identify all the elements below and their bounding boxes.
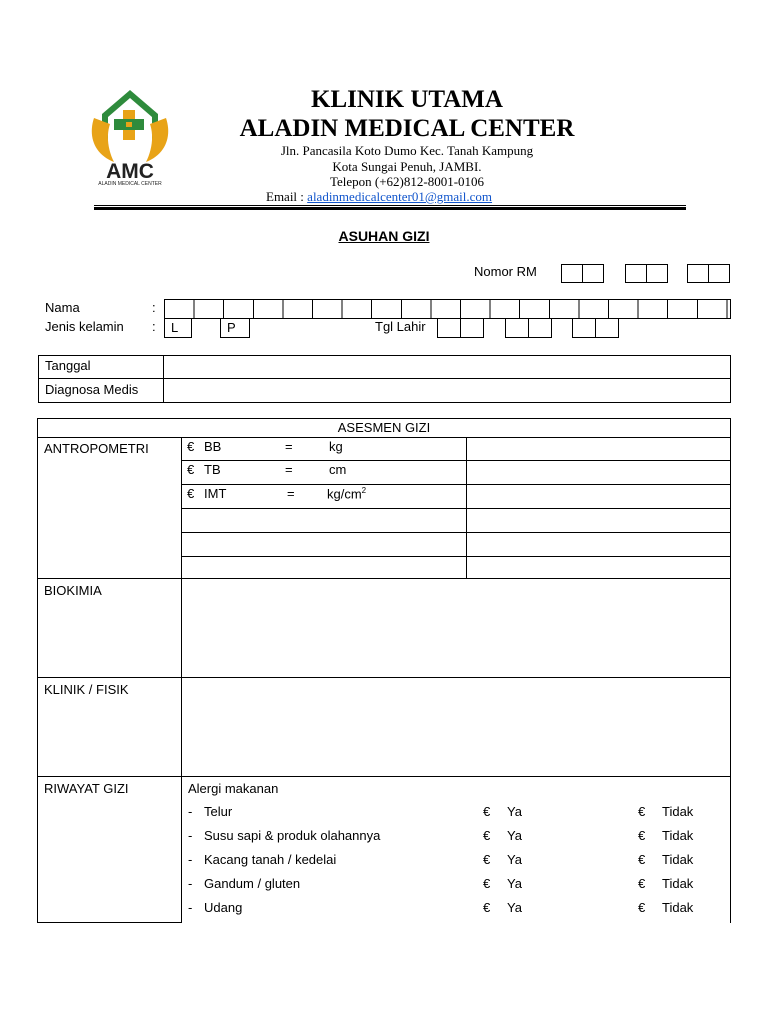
asesmen-header: ASESMEN GIZI (337, 420, 431, 435)
measure-unit-text: kg/cm (327, 486, 362, 502)
table-line (730, 418, 731, 923)
tgl-lahir-box[interactable] (595, 318, 619, 338)
nomor-rm-box[interactable] (561, 264, 583, 283)
diagnosa-label: Diagnosa Medis (45, 382, 139, 397)
measure-name: IMT (204, 486, 227, 501)
clinic-address-line1: Jln. Pancasila Koto Dumo Kec. Tanah Kampung (280, 143, 534, 158)
table-line (466, 437, 467, 579)
measure-name: BB (204, 439, 222, 454)
tidak-label: Tidak (662, 804, 694, 819)
nomor-rm-box[interactable] (708, 264, 730, 283)
biokimia-field[interactable] (183, 580, 729, 676)
measure-name: TB (204, 462, 221, 477)
allergy-name: Udang (204, 900, 243, 915)
measure-unit: cm (329, 462, 347, 477)
allergy-row (183, 804, 729, 826)
tgl-lahir-box[interactable] (572, 318, 596, 338)
clinic-phone: Telepon (+62)812-8001-0106 (329, 174, 485, 189)
tidak-label: Tidak (662, 828, 694, 843)
riwayat-gizi-label: RIWAYAT GIZI (44, 781, 129, 796)
email-label: Email : (266, 189, 308, 204)
biokimia-label: BIOKIMIA (44, 583, 102, 598)
ya-label: Ya (507, 852, 522, 867)
tidak-checkbox-icon[interactable]: € (638, 804, 646, 819)
gender-l-box[interactable] (164, 318, 192, 338)
gender-p-box[interactable] (220, 318, 250, 338)
measure-unit (327, 486, 366, 501)
header-rule-thick (94, 207, 686, 210)
ya-label: Ya (507, 900, 522, 915)
clinic-email-row (266, 189, 492, 205)
clinic-title-line2: ALADIN MEDICAL CENTER (239, 115, 575, 142)
allergy-dash: - (188, 900, 193, 915)
ya-label: Ya (507, 804, 522, 819)
measure-unit-sup: 2 (361, 486, 367, 495)
measure-eq: = (285, 439, 293, 454)
table-line (181, 484, 731, 485)
tidak-checkbox-icon[interactable]: € (638, 876, 646, 891)
allergy-dash: - (188, 876, 193, 891)
measure-row-imt[interactable] (183, 486, 463, 506)
nomor-rm-label: Nomor RM (474, 264, 537, 279)
ya-checkbox-icon[interactable]: € (483, 804, 491, 819)
gender-blank-box (191, 318, 221, 338)
table-line (37, 578, 731, 579)
table-line (181, 460, 731, 461)
checkbox-icon[interactable]: € (187, 462, 195, 477)
allergy-name: Kacang tanah / kedelai (204, 852, 337, 867)
clinic-address-line2: Kota Sungai Penuh, JAMBI. (332, 159, 482, 174)
table-line (37, 776, 731, 777)
allergy-name: Telur (204, 804, 233, 819)
logo-text: AMC (106, 160, 154, 183)
allergy-row (183, 876, 729, 898)
gender-p-label: P (227, 320, 236, 335)
tidak-label: Tidak (662, 900, 694, 915)
tidak-checkbox-icon[interactable]: € (638, 828, 646, 843)
klinik-fisik-label: KLINIK / FISIK (44, 682, 129, 697)
ya-checkbox-icon[interactable]: € (483, 852, 491, 867)
allergy-row (183, 852, 729, 874)
nomor-rm-box[interactable] (582, 264, 604, 283)
email-link[interactable]: aladinmedicalcenter01@gmail.com (307, 189, 493, 204)
table-line (37, 437, 731, 438)
measure-unit: kg (329, 439, 343, 454)
ya-checkbox-icon[interactable]: € (483, 828, 491, 843)
diagnosa-field[interactable] (165, 380, 729, 402)
tidak-label: Tidak (662, 852, 694, 867)
nomor-rm-box[interactable] (687, 264, 709, 283)
table-line (37, 922, 182, 923)
measure-eq: = (287, 486, 295, 501)
allergy-row (183, 900, 729, 922)
antropometri-label: ANTROPOMETRI (44, 441, 149, 456)
table-line (37, 418, 38, 923)
checkbox-icon[interactable]: € (187, 486, 195, 501)
tgl-lahir-label: Tgl Lahir (375, 319, 426, 334)
logo-subtext: ALADIN MEDICAL CENTER (98, 181, 162, 187)
tgl-lahir-box[interactable] (460, 318, 484, 338)
klinik-fisik-field[interactable] (183, 679, 729, 775)
allergy-name: Gandum / gluten (204, 876, 301, 891)
table-line (37, 418, 731, 419)
allergy-name: Susu sapi & produk olahannya (204, 828, 381, 843)
info-table-col-divider (163, 355, 164, 403)
measure-row-bb[interactable] (183, 439, 463, 459)
ya-checkbox-icon[interactable]: € (483, 900, 491, 915)
table-line (37, 677, 731, 678)
info-table-row-divider (38, 378, 731, 379)
clinic-title-line1: KLINIK UTAMA (311, 86, 503, 113)
ya-label: Ya (507, 828, 522, 843)
measure-row-tb[interactable] (183, 462, 463, 482)
nama-colon: : (152, 300, 156, 315)
form-title: ASUHAN GIZI (338, 228, 430, 244)
table-line (181, 532, 731, 533)
checkbox-icon[interactable]: € (187, 439, 195, 454)
tgl-lahir-box[interactable] (528, 318, 552, 338)
table-line (181, 556, 731, 557)
ya-label: Ya (507, 876, 522, 891)
nomor-rm-box[interactable] (625, 264, 647, 283)
tidak-checkbox-icon[interactable]: € (638, 852, 646, 867)
allergy-row (183, 828, 729, 850)
table-line (181, 508, 731, 509)
nama-label: Nama (45, 300, 80, 315)
tanggal-field[interactable] (165, 356, 729, 377)
tidak-label: Tidak (662, 876, 694, 891)
gender-l-label: L (171, 320, 179, 335)
tgl-lahir-box[interactable] (505, 318, 529, 338)
allergy-dash: - (188, 828, 193, 843)
nama-boxes[interactable] (164, 299, 731, 319)
jenis-kelamin-colon: : (152, 319, 156, 334)
table-line (181, 437, 182, 923)
tanggal-label: Tanggal (45, 358, 91, 373)
ya-checkbox-icon[interactable]: € (483, 876, 491, 891)
jenis-kelamin-label: Jenis kelamin (45, 319, 124, 334)
allergy-dash: - (188, 804, 193, 819)
nomor-rm-box[interactable] (646, 264, 668, 283)
header-rule-thin (94, 205, 686, 206)
measure-eq: = (285, 462, 293, 477)
tgl-lahir-box[interactable] (437, 318, 461, 338)
alergi-makanan-label: Alergi makanan (188, 781, 279, 796)
tidak-checkbox-icon[interactable]: € (638, 900, 646, 915)
allergy-dash: - (188, 852, 193, 867)
